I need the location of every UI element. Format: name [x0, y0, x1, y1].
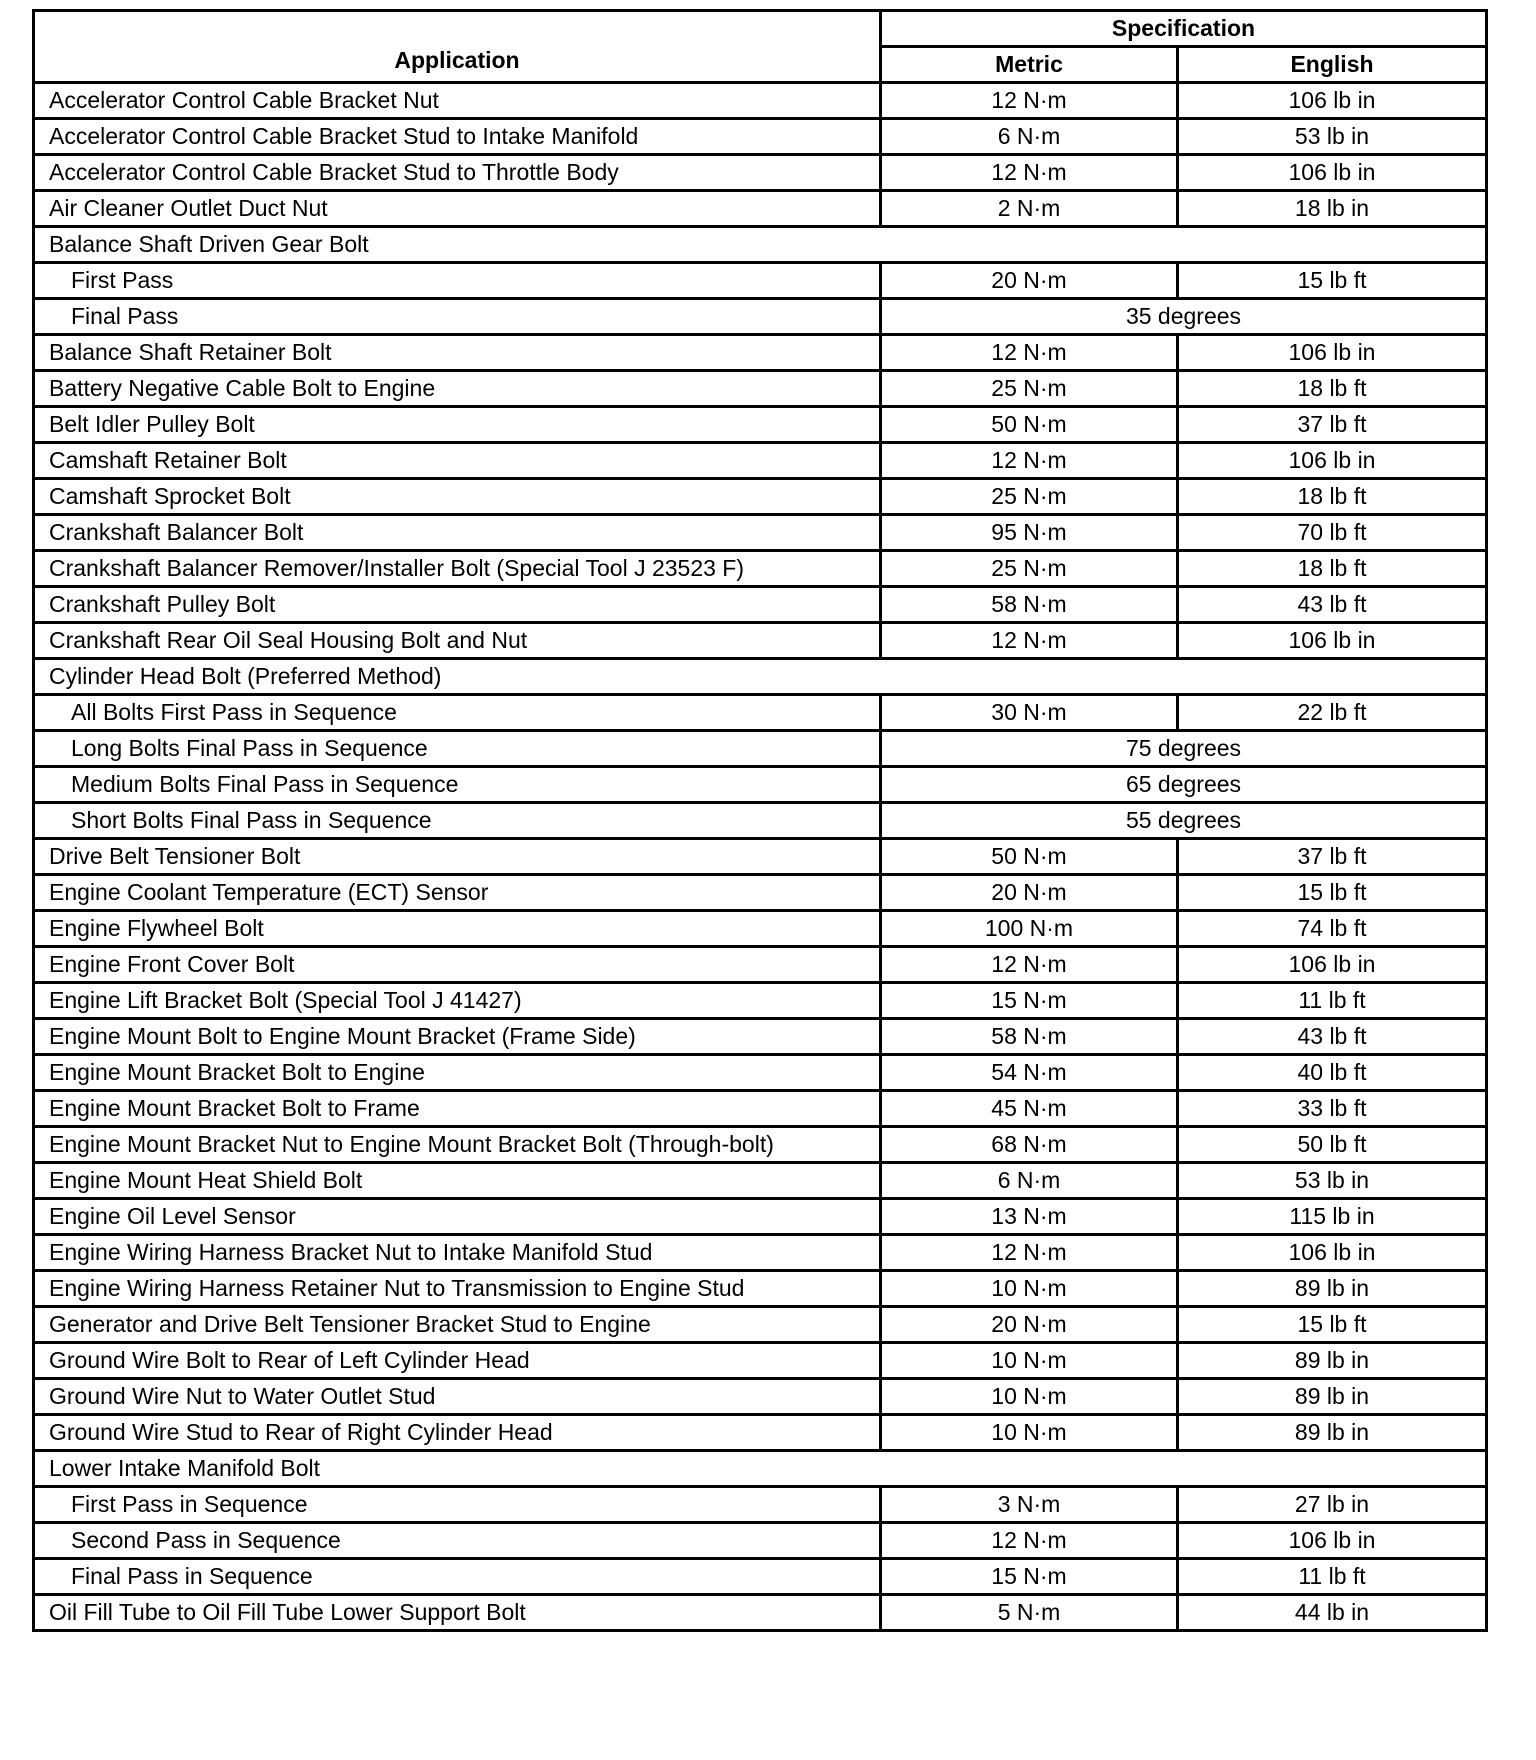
english-cell: 89 lb in: [1178, 1415, 1487, 1451]
application-cell: Crankshaft Balancer Remover/Installer Bolt (Special Tool J 23523 F): [34, 551, 881, 587]
metric-cell: 5 N·m: [881, 1595, 1178, 1631]
metric-cell: 12 N·m: [881, 335, 1178, 371]
table-row: [34, 83, 1487, 119]
table-row: [34, 803, 1487, 839]
table-row: [34, 551, 1487, 587]
table-row: [34, 299, 1487, 335]
metric-cell: 10 N·m: [881, 1271, 1178, 1307]
group-heading-cell: Cylinder Head Bolt (Preferred Method): [34, 659, 1487, 695]
application-cell: Engine Mount Bracket Bolt to Frame: [34, 1091, 881, 1127]
table-row: [34, 335, 1487, 371]
english-cell: 18 lb ft: [1178, 371, 1487, 407]
english-cell: 50 lb ft: [1178, 1127, 1487, 1163]
table-row: [34, 1127, 1487, 1163]
application-cell: Camshaft Retainer Bolt: [34, 443, 881, 479]
english-cell: 15 lb ft: [1178, 1307, 1487, 1343]
table-row: [34, 443, 1487, 479]
application-cell: Engine Front Cover Bolt: [34, 947, 881, 983]
english-cell: 89 lb in: [1178, 1343, 1487, 1379]
english-cell: 106 lb in: [1178, 83, 1487, 119]
english-cell: 89 lb in: [1178, 1271, 1487, 1307]
metric-cell: 20 N·m: [881, 875, 1178, 911]
application-cell: Drive Belt Tensioner Bolt: [34, 839, 881, 875]
metric-cell: 10 N·m: [881, 1415, 1178, 1451]
table-row: [34, 119, 1487, 155]
table-row: [34, 767, 1487, 803]
metric-header: Metric: [881, 47, 1178, 83]
table-row: [34, 479, 1487, 515]
table-row: [34, 1271, 1487, 1307]
english-cell: 44 lb in: [1178, 1595, 1487, 1631]
metric-cell: 100 N·m: [881, 911, 1178, 947]
application-cell: Belt Idler Pulley Bolt: [34, 407, 881, 443]
metric-cell: 45 N·m: [881, 1091, 1178, 1127]
metric-cell: 12 N·m: [881, 1235, 1178, 1271]
group-heading-cell: Balance Shaft Driven Gear Bolt: [34, 227, 1487, 263]
application-cell: Engine Lift Bracket Bolt (Special Tool J 41427): [34, 983, 881, 1019]
application-cell: Engine Mount Bracket Nut to Engine Mount Bracket Bolt (Through-bolt): [34, 1127, 881, 1163]
table-row: [34, 1235, 1487, 1271]
application-cell: Crankshaft Pulley Bolt: [34, 587, 881, 623]
english-cell: 70 lb ft: [1178, 515, 1487, 551]
english-cell: 40 lb ft: [1178, 1055, 1487, 1091]
english-cell: 18 lb in: [1178, 191, 1487, 227]
application-cell: Crankshaft Balancer Bolt: [34, 515, 881, 551]
table-row: [34, 515, 1487, 551]
application-cell: Engine Coolant Temperature (ECT) Sensor: [34, 875, 881, 911]
application-cell: Accelerator Control Cable Bracket Nut: [34, 83, 881, 119]
english-header: English: [1178, 47, 1487, 83]
table-row: [34, 1163, 1487, 1199]
table-row: [34, 1343, 1487, 1379]
metric-cell: 3 N·m: [881, 1487, 1178, 1523]
metric-cell: 15 N·m: [881, 983, 1178, 1019]
application-cell: Second Pass in Sequence: [34, 1523, 881, 1559]
english-cell: 106 lb in: [1178, 623, 1487, 659]
application-cell: Air Cleaner Outlet Duct Nut: [34, 191, 881, 227]
english-cell: 11 lb ft: [1178, 1559, 1487, 1595]
header-row-top: [34, 11, 1487, 47]
english-cell: 106 lb in: [1178, 1523, 1487, 1559]
english-cell: 89 lb in: [1178, 1379, 1487, 1415]
application-cell: Final Pass in Sequence: [34, 1559, 881, 1595]
table-row: [34, 227, 1487, 263]
application-cell: Engine Flywheel Bolt: [34, 911, 881, 947]
table-row: [34, 1451, 1487, 1487]
english-cell: 106 lb in: [1178, 335, 1487, 371]
metric-cell: 68 N·m: [881, 1127, 1178, 1163]
specification-header: Specification: [881, 11, 1487, 47]
table-row: [34, 1559, 1487, 1595]
metric-cell: 58 N·m: [881, 1019, 1178, 1055]
metric-cell: 20 N·m: [881, 263, 1178, 299]
application-cell: Accelerator Control Cable Bracket Stud to Throttle Body: [34, 155, 881, 191]
english-cell: 115 lb in: [1178, 1199, 1487, 1235]
application-cell: Ground Wire Stud to Rear of Right Cylinder Head: [34, 1415, 881, 1451]
table-row: [34, 1307, 1487, 1343]
application-header: Application: [34, 11, 881, 83]
table-row: [34, 1199, 1487, 1235]
table-row: [34, 695, 1487, 731]
metric-cell: 30 N·m: [881, 695, 1178, 731]
english-cell: 43 lb ft: [1178, 1019, 1487, 1055]
table-row: [34, 1487, 1487, 1523]
english-cell: 18 lb ft: [1178, 479, 1487, 515]
torque-specification-table: [32, 9, 1488, 1632]
application-cell: Oil Fill Tube to Oil Fill Tube Lower Support Bolt: [34, 1595, 881, 1631]
application-cell: All Bolts First Pass in Sequence: [34, 695, 881, 731]
table-row: [34, 875, 1487, 911]
english-cell: 43 lb ft: [1178, 587, 1487, 623]
table-row: [34, 911, 1487, 947]
english-cell: 53 lb in: [1178, 1163, 1487, 1199]
english-cell: 74 lb ft: [1178, 911, 1487, 947]
table-row: [34, 371, 1487, 407]
table-row: [34, 1019, 1487, 1055]
metric-cell: 50 N·m: [881, 407, 1178, 443]
application-cell: Ground Wire Bolt to Rear of Left Cylinder Head: [34, 1343, 881, 1379]
application-cell: Engine Wiring Harness Retainer Nut to Transmission to Engine Stud: [34, 1271, 881, 1307]
application-cell: Engine Mount Bracket Bolt to Engine: [34, 1055, 881, 1091]
english-cell: 37 lb ft: [1178, 407, 1487, 443]
table-row: [34, 1091, 1487, 1127]
english-cell: 53 lb in: [1178, 119, 1487, 155]
english-cell: 27 lb in: [1178, 1487, 1487, 1523]
metric-cell: 12 N·m: [881, 155, 1178, 191]
angle-spec-cell: 65 degrees: [881, 767, 1487, 803]
table-row: [34, 191, 1487, 227]
english-cell: 22 lb ft: [1178, 695, 1487, 731]
table-row: [34, 983, 1487, 1019]
metric-cell: 25 N·m: [881, 371, 1178, 407]
angle-spec-cell: 35 degrees: [881, 299, 1487, 335]
english-cell: 15 lb ft: [1178, 875, 1487, 911]
angle-spec-cell: 55 degrees: [881, 803, 1487, 839]
application-cell: Battery Negative Cable Bolt to Engine: [34, 371, 881, 407]
application-cell: Final Pass: [34, 299, 881, 335]
english-cell: 106 lb in: [1178, 1235, 1487, 1271]
table-row: [34, 1523, 1487, 1559]
metric-cell: 2 N·m: [881, 191, 1178, 227]
metric-cell: 50 N·m: [881, 839, 1178, 875]
metric-cell: 6 N·m: [881, 119, 1178, 155]
metric-cell: 12 N·m: [881, 947, 1178, 983]
application-cell: Crankshaft Rear Oil Seal Housing Bolt and Nut: [34, 623, 881, 659]
metric-cell: 25 N·m: [881, 479, 1178, 515]
table-row: [34, 839, 1487, 875]
table-row: [34, 659, 1487, 695]
metric-cell: 20 N·m: [881, 1307, 1178, 1343]
table-body: [34, 83, 1487, 1631]
metric-cell: 13 N·m: [881, 1199, 1178, 1235]
table-row: [34, 1379, 1487, 1415]
application-cell: Ground Wire Nut to Water Outlet Stud: [34, 1379, 881, 1415]
table-row: [34, 1055, 1487, 1091]
table-row: [34, 1595, 1487, 1631]
english-cell: 15 lb ft: [1178, 263, 1487, 299]
metric-cell: 12 N·m: [881, 623, 1178, 659]
english-cell: 18 lb ft: [1178, 551, 1487, 587]
application-cell: Balance Shaft Retainer Bolt: [34, 335, 881, 371]
metric-cell: 12 N·m: [881, 1523, 1178, 1559]
table-row: [34, 947, 1487, 983]
english-cell: 33 lb ft: [1178, 1091, 1487, 1127]
table-row: [34, 263, 1487, 299]
table-row: [34, 407, 1487, 443]
english-cell: 37 lb ft: [1178, 839, 1487, 875]
application-cell: Engine Mount Bolt to Engine Mount Bracket (Frame Side): [34, 1019, 881, 1055]
group-heading-cell: Lower Intake Manifold Bolt: [34, 1451, 1487, 1487]
application-cell: Medium Bolts Final Pass in Sequence: [34, 767, 881, 803]
application-cell: Engine Mount Heat Shield Bolt: [34, 1163, 881, 1199]
table-row: [34, 155, 1487, 191]
application-cell: Generator and Drive Belt Tensioner Bracket Stud to Engine: [34, 1307, 881, 1343]
metric-cell: 54 N·m: [881, 1055, 1178, 1091]
application-cell: First Pass in Sequence: [34, 1487, 881, 1523]
metric-cell: 15 N·m: [881, 1559, 1178, 1595]
metric-cell: 25 N·m: [881, 551, 1178, 587]
application-cell: Engine Wiring Harness Bracket Nut to Intake Manifold Stud: [34, 1235, 881, 1271]
application-cell: Accelerator Control Cable Bracket Stud to Intake Manifold: [34, 119, 881, 155]
table-row: [34, 623, 1487, 659]
english-cell: 106 lb in: [1178, 155, 1487, 191]
application-cell: First Pass: [34, 263, 881, 299]
metric-cell: 12 N·m: [881, 83, 1178, 119]
application-cell: Short Bolts Final Pass in Sequence: [34, 803, 881, 839]
application-cell: Camshaft Sprocket Bolt: [34, 479, 881, 515]
metric-cell: 95 N·m: [881, 515, 1178, 551]
table-row: [34, 587, 1487, 623]
metric-cell: 10 N·m: [881, 1379, 1178, 1415]
english-cell: 106 lb in: [1178, 443, 1487, 479]
application-cell: Engine Oil Level Sensor: [34, 1199, 881, 1235]
metric-cell: 6 N·m: [881, 1163, 1178, 1199]
metric-cell: 10 N·m: [881, 1343, 1178, 1379]
angle-spec-cell: 75 degrees: [881, 731, 1487, 767]
table-row: [34, 1415, 1487, 1451]
english-cell: 106 lb in: [1178, 947, 1487, 983]
metric-cell: 12 N·m: [881, 443, 1178, 479]
metric-cell: 58 N·m: [881, 587, 1178, 623]
english-cell: 11 lb ft: [1178, 983, 1487, 1019]
application-cell: Long Bolts Final Pass in Sequence: [34, 731, 881, 767]
table-row: [34, 731, 1487, 767]
